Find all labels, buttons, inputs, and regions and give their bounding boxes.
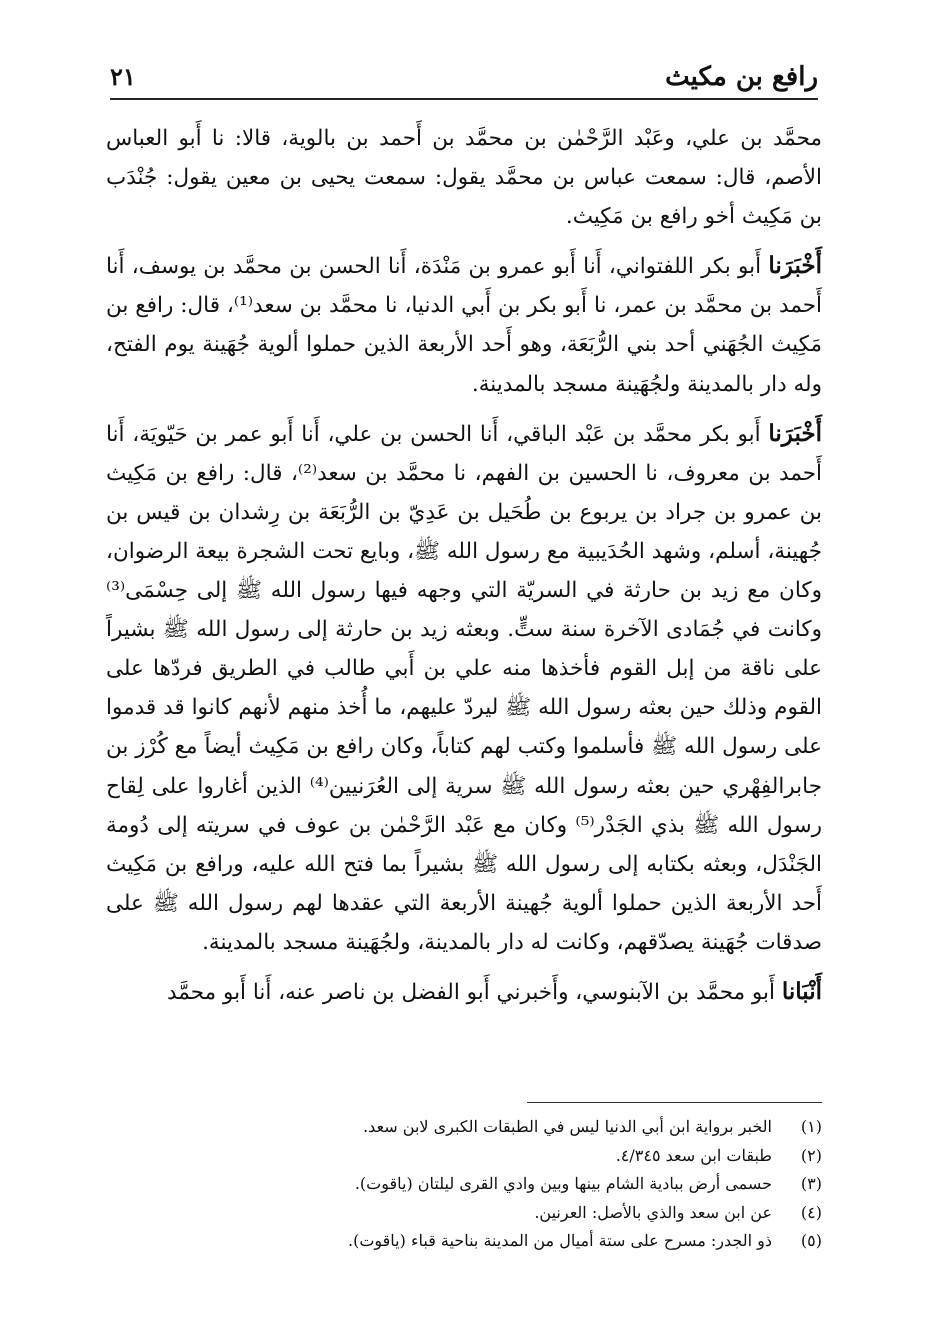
footnote-text: عن ابن سعد والذي بالأصل: العرنين. — [534, 1202, 772, 1222]
footnote-number: (١) — [800, 1117, 822, 1136]
footnote-text: حسمى أرض ببادية الشام بينها وبين وادي القرى ليلتان (ياقوت). — [354, 1174, 772, 1193]
footnote — [106, 1142, 822, 1171]
footnote — [106, 1227, 822, 1256]
footnotes — [106, 1113, 822, 1256]
paragraph-4 — [106, 972, 822, 1012]
paragraph-3 — [106, 414, 822, 962]
footnote-text: الخبر برواية ابن أبي الدنيا ليس في الطبقات الكبرى لابن سعد. — [363, 1117, 772, 1136]
footnote — [106, 1113, 822, 1142]
paragraph-2 — [106, 246, 822, 403]
footnote-number: (٣) — [800, 1174, 822, 1193]
page-header — [110, 60, 818, 100]
running-title: رافع بن مكيث — [665, 62, 818, 92]
footnote-number: (٥) — [800, 1231, 822, 1250]
page-number: ٢١ — [110, 62, 136, 91]
paragraph-text: أَبو بكر اللفتواني، أَنا أَبو عمرو بن مَنْدَة، أَنا الحسن بن محمَّد بن يوسف، أَنا أَحمد بن محمَّد بن عمر، نا أَبو بكر بن أَبي الدنيا، نا محمَّد بن سعد⁽¹⁾، قال: رافع بن مَكِيث الجُهَني أحد بني الرُّبَعَة، وهو أَحد الأربعة الذين حملوا ألوية جُهَينة يوم الفتح، وله دار بالمدينة ولجُهَينة مسجد بالمدينة. — [106, 254, 823, 397]
footnote-text: طبقات ابن سعد ٤/٣٤٥. — [615, 1145, 772, 1165]
paragraph-text: أَبو بكر محمَّد بن عَبْد الباقي، أَنا الحسن بن علي، أَنا أَبو عمر بن حَيّويَة، أَنا أَحمد بن معروف، نا الحسين بن الفهم، نا محمَّد بن سعد⁽²⁾، قال: رافع بن مَكِيث بن عمرو بن جراد بن يربوع بن طُحَيل بن عَدِيّ بن الرُّبَعَة بن رِشدان بن قيس بن جُهينة، أسلم، وشهد الحُدَيبية مع رسول الله ﷺ، وبايع تحت الشجرة بيعة الرضوان، وكان مع زيد بن حارثة في السريّة التي وجهه فيها رسول الله ﷺ إلى حِسْمَى⁽³⁾ وكانت في جُمَادى الآخرة سنة ستٍّ. وبعثه زيد بن حارثة إلى رسول الله ﷺ بشيراً على ناقة من إبل القوم فأخذها منه علي بن أَبي طالب في الطريق فردّها على القوم وذلك حين بعثه رسول الله ﷺ ليردّ عليهم، ما أُخذ منهم لأنهم كانوا قد قدموا على رسول الله ﷺ فأسلموا وكتب لهم كتاباً، وكان رافع بن مَكِيث أيضاً مع كُرْز بن جابرالفِهْري حين بعثه رسول الله ﷺ سرية إلى العُرَنيين⁽⁴⁾ الذين أغاروا على لِقاح رسول الله ﷺ بذي الجَدْر⁽⁵⁾ وكان مع عَبْد الرَّحْمٰن بن عوف في سريته إلى دُومة الجَنْدَل، وبعثه بكتابه إلى رسول الله ﷺ بشيراً بما فتح الله عليه، ورافع بن مَكِيث أَحد الأربعة الذين حملوا ألوية جُهينة الأربعة التي عقدها لهم رسول الله ﷺ على صدقات جُهَينة يصدّقهم، وكانت له دار بالمدينة، ولجُهَينة مسجد بالمدينة. — [106, 421, 822, 955]
paragraph-1 — [106, 118, 822, 236]
paragraph-text: أَبو محمَّد بن الآبنوسي، وأَخبرني أَبو الفضل بن ناصر عنه، أَنا أَبو محمَّد — [167, 979, 782, 1005]
paragraph-lead: أَخْبَرَنا — [768, 419, 822, 447]
footnote-number: (٢) — [800, 1145, 822, 1165]
paragraph-lead: أَنْبَانا — [781, 977, 822, 1005]
footnote — [106, 1199, 822, 1228]
paragraph-lead: أَخْبَرَنا — [768, 252, 822, 280]
footnote — [106, 1170, 822, 1199]
paragraph-text: محمَّد بن علي، وعَبْد الرَّحْمٰن بن محمَّد بن أَحمد بن بالوية، قالا: نا أَبو العباس الأصم، قال: سمعت عباس بن محمَّد يقول: سمعت يحيى بن معين يقول: جُنْدَب بن مَكِيث أخو رافع بن مَكِيث. — [106, 126, 822, 230]
footnote-number: (٤) — [800, 1202, 822, 1222]
footnote-text: ذو الجدر: مسرح على ستة أميال من المدينة بناحية قباء (ياقوت). — [348, 1231, 772, 1250]
footnote-separator — [527, 1102, 822, 1103]
main-text — [106, 118, 822, 1022]
